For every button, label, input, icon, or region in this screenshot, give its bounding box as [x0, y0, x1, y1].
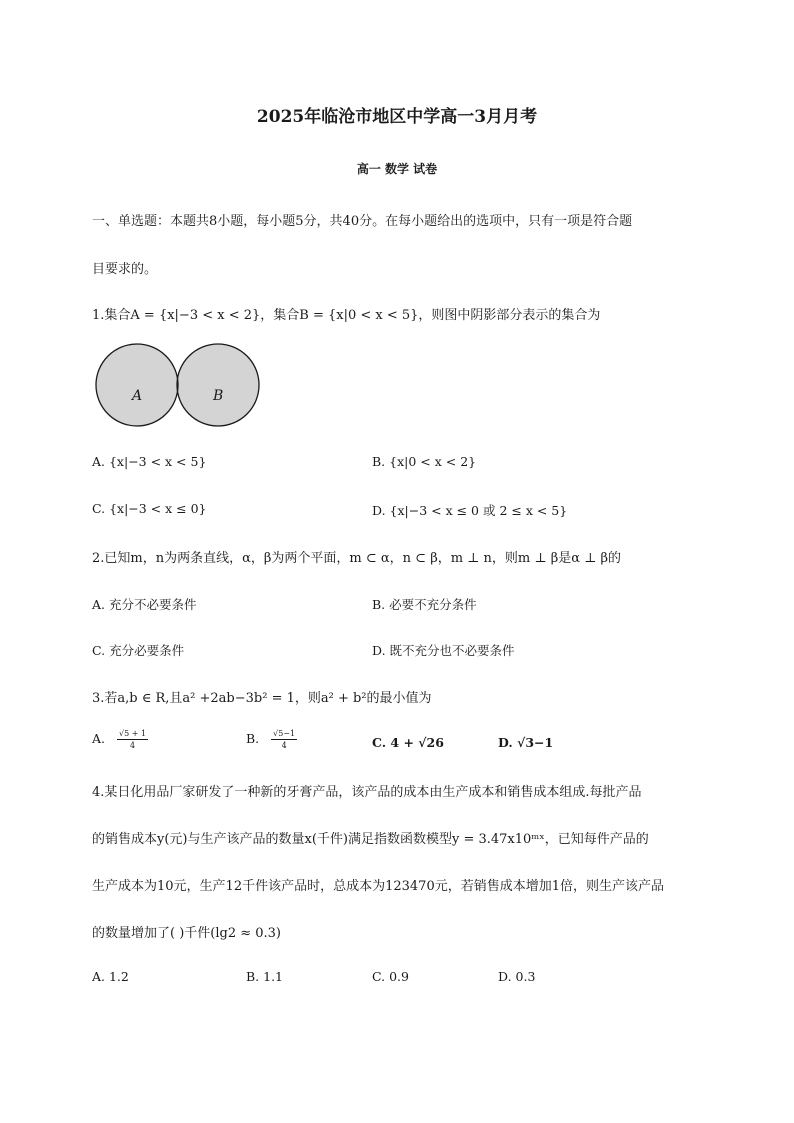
question-4-option-d[interactable]: D. 0.3 [498, 969, 536, 984]
question-1-option-d[interactable]: D. {x|−3 < x ≤ 0 或 2 ≤ x < 5} [372, 503, 568, 518]
question-3-option-a-numerator: √5 + 1 [119, 729, 147, 738]
question-4-line2: 的销售成本y(元)与生产该产品的数量x(千件)满足指数函数模型y = 3.47x10ᵐˣ，已知每件产品的 [92, 832, 649, 847]
question-4-line1: 4.某日化用品厂家研发了一种新的牙膏产品，该产品的成本由生产成本和销售成本组成.每批产品 [92, 785, 642, 800]
question-4-option-c[interactable]: C. 0.9 [372, 969, 409, 984]
question-1-option-c[interactable]: C. {x|−3 < x ≤ 0} [92, 501, 207, 516]
section-instructions-line2: 目要求的。 [92, 262, 158, 277]
question-2-option-d[interactable]: D. 既不充分也不必要条件 [372, 643, 515, 658]
section-instructions-line1: 一、单选题：本题共8小题，每小题5分，共40分。在每小题给出的选项中，只有一项是符合题 [92, 214, 633, 229]
question-1-option-a[interactable]: A. {x|−3 < x < 5} [92, 454, 207, 469]
question-3-option-b-numerator: √5−1 [273, 729, 296, 738]
question-3-option-a-denominator: 4 [129, 741, 136, 750]
question-1-stem: 1.集合A = {x|−3 < x < 2}，集合B = {x|0 < x < 5}，则图中阴影部分表示的集合为 [92, 308, 601, 323]
question-3-option-a-fraction [117, 728, 148, 751]
question-4-line3: 生产成本为10元，生产12千件该产品时，总成本为123470元，若销售成本增加1倍，则生产该产品 [92, 879, 664, 894]
question-3-option-a[interactable] [92, 728, 148, 751]
question-4-option-b[interactable]: B. 1.1 [246, 969, 284, 984]
question-3-option-b-denominator: 4 [281, 741, 287, 750]
question-3-option-c[interactable]: C. 4 + √26 [372, 735, 444, 750]
question-3-option-b[interactable] [246, 728, 297, 751]
question-4-option-a[interactable]: A. 1.2 [92, 969, 129, 984]
question-3-stem: 3.若a,b ∈ R,且a² +2ab−3b² = 1，则a² + b²的最小值为 [92, 691, 432, 706]
question-3-option-b-fraction [271, 728, 297, 751]
venn-label-b: B [213, 388, 224, 404]
question-3-option-a-label: A. [92, 731, 106, 746]
question-1-option-b[interactable]: B. {x|0 < x < 2} [372, 454, 477, 469]
question-2-stem: 2.已知m，n为两条直线，α，β为两个平面，m ⊂ α，n ⊂ β，m ⊥ n，则m ⊥ β是α ⊥ β的 [92, 551, 622, 566]
question-3-option-b-label: B. [246, 731, 260, 746]
question-2-option-c[interactable]: C. 充分必要条件 [92, 643, 185, 658]
question-4-line4: 的数量增加了( )千件(lg2 ≈ 0.3) [92, 926, 282, 941]
venn-diagram [92, 334, 270, 438]
question-2-option-b[interactable]: B. 必要不充分条件 [372, 597, 477, 612]
page-subtitle: 高一 数学 试卷 [356, 162, 438, 176]
venn-label-a: A [132, 388, 143, 404]
page-title: 2025年临沧市地区中学高一3月月考 [256, 107, 538, 127]
question-2-option-a[interactable]: A. 充分不必要条件 [92, 597, 197, 612]
question-3-option-d[interactable]: D. √3−1 [498, 735, 554, 750]
